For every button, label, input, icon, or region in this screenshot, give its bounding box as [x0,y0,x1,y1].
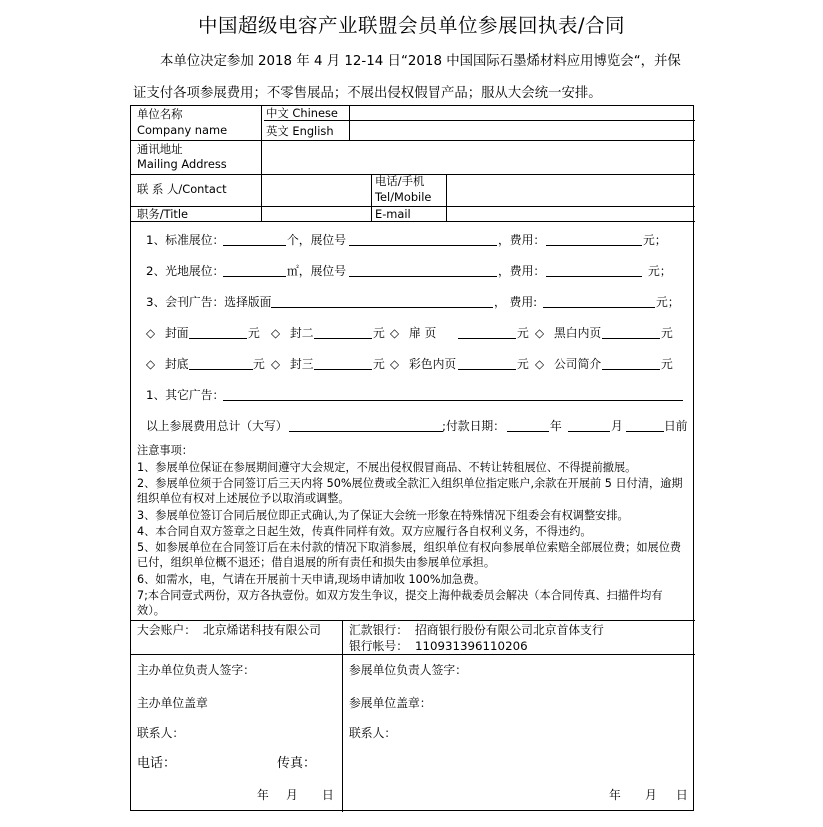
organizer-day: 日 [322,788,334,802]
currency-label: 元； [656,295,680,309]
note-item: 5、如参展单位在合同签订后在未付款的情况下取消参展，组织单位有权向参展单位索赔全部展位费；如展位费已付，组织单位概不退还；借自退展的所有责任和损失由参展单位承担。 [137,541,682,570]
phone-label-en: Tel/Mobile [375,190,432,204]
other-ad-label: 1、其它广告： [146,388,225,402]
standard-booth-unit: 个，展位号 [287,233,346,247]
english-name-label: 英文 English [266,124,334,138]
exhibitor-contact-label: 联系人： [349,726,397,740]
diamond-icon: ◇ [146,357,156,371]
currency-label: 元 [253,357,265,371]
ad-fee-label: ， 费用: [494,295,538,309]
chinese-name-label: 中文 Chinese [266,106,338,120]
currency-label: 元 [517,326,529,340]
diamond-icon: ◇ [271,357,281,371]
exhibitor-month: 月 [645,788,657,802]
option-cover: 封面 [165,326,189,340]
day-label: 日前 [664,419,688,433]
raw-space-label: 2、光地展位： [146,264,225,278]
organizer-year: 年 [257,788,269,802]
exhibitor-year: 年 [609,788,621,802]
note-item: 1、参展单位保证在参展期间遵守大会规定，不展出侵权假冒商品、不转让转租展位、不得提前撤展。 [137,461,637,474]
intro-line-2: 证支付各项参展费用；不零售展品；不展出侵权假冒产品；服从大会统一安排。 [133,86,602,101]
option-bw-page: 黑白内页 [554,326,602,340]
note-item: 4、本合同自双方签章之日起生效，传真件同样有效。双方应履行各自权利义务，不得违约。 [137,525,592,538]
account-number: 110931396110206 [415,639,528,653]
address-label-en: Mailing Address [137,157,227,171]
notes-heading: 注意事项： [137,444,193,457]
bank-label: 汇款银行： [349,623,408,637]
standard-booth-fee-label: ，费用： [498,233,546,247]
contract-form [130,105,694,811]
organizer-contact-label: 联系人： [137,726,185,740]
phone-label-cn: 电话/手机 [375,174,425,188]
note-item: 3、参展单位签订合同后展位即正式确认,为了保证大会统一形象在特殊情况下组委会有权调整安排。 [137,509,629,522]
account-name: 北京烯诺科技有限公司 [203,623,321,637]
note-item: 6、如需水，电，气请在开展前十天申请,现场申请加收 100%加急费。 [137,573,486,586]
exhibitor-day: 日 [676,788,688,802]
option-back-cover: 封底 [165,357,189,371]
diamond-icon: ◇ [271,326,281,340]
organizer-phone-label: 电话： [137,756,177,771]
option-company-intro: 公司简介 [554,357,602,371]
diamond-icon: ◇ [390,326,400,340]
currency-label: 元 [661,357,673,371]
note-item: 7;本合同壹式两份，双方各执壹份。如双方发生争议，提交上海仲裁委员会解决（本合同传真、扫描件均有效）。 [137,589,663,618]
organizer-signature-label: 主办单位负责人签字： [137,663,255,677]
contact-label: 联 系 人/Contact [137,182,227,196]
email-label: E-mail [375,207,411,221]
currency-label: 元 [373,326,385,340]
option-inside-cover: 封二 [290,326,314,340]
account-label: 大会账户： [137,623,196,637]
currency-label: 元 [661,326,673,340]
exhibitor-signature-label: 参展单位负责人签字： [349,663,467,677]
company-name-label-cn: 单位名称 [137,107,183,121]
currency-label: 元 [517,357,529,371]
address-label-cn: 通讯地址 [137,142,183,156]
currency-label: 元； [648,264,672,278]
diamond-icon: ◇ [535,326,545,340]
currency-label: 元 [373,357,385,371]
organizer-seal-label: 主办单位盖章 [137,696,208,710]
month-label: 月 [611,419,623,433]
ad-label: 3、会刊广告：选择版面 [146,295,272,309]
total-fee-label: 以上参展费用总计（大写） [146,419,288,433]
organizer-fax-label: 传真： [277,756,317,771]
diamond-icon: ◇ [535,357,545,371]
organizer-month: 月 [286,788,298,802]
raw-space-unit: ㎡，展位号 [287,264,346,278]
diamond-icon: ◇ [390,357,400,371]
currency-label: 元； [643,233,667,247]
company-name-label-en: Company name [137,123,228,137]
page-title: 中国超级电容产业联盟会员单位参展回执表/合同 [197,14,626,37]
option-inside-back: 封三 [290,357,314,371]
option-color-page: 彩色内页 [409,357,457,371]
exhibitor-seal-label: 参展单位盖章： [349,696,432,710]
standard-booth-label: 1、标准展位： [146,233,225,247]
option-title-page: 扉 页 [409,326,437,340]
bank-name: 招商银行股份有限公司北京首体支行 [415,623,604,637]
note-item: 2、参展单位须于合同签订后三天内将 50%展位费或全款汇入组织单位指定账户,余款在开展前 5 日付清，逾期组织单位有权对上述展位予以取消或调整。 [137,477,683,506]
account-number-label: 银行帐号： [349,639,408,653]
diamond-icon: ◇ [146,326,156,340]
raw-space-fee-label: ，费用： [498,264,546,278]
intro-line-1: 本单位决定参加 2018 年 4 月 12-14 日“2018 中国国际石墨烯材料应用博览会“，并保 [160,54,681,69]
pay-date-label: ;付款日期： [442,419,505,433]
year-label: 年 [550,419,562,433]
currency-label: 元 [248,326,260,340]
job-title-label: 职务/Title [137,207,189,221]
